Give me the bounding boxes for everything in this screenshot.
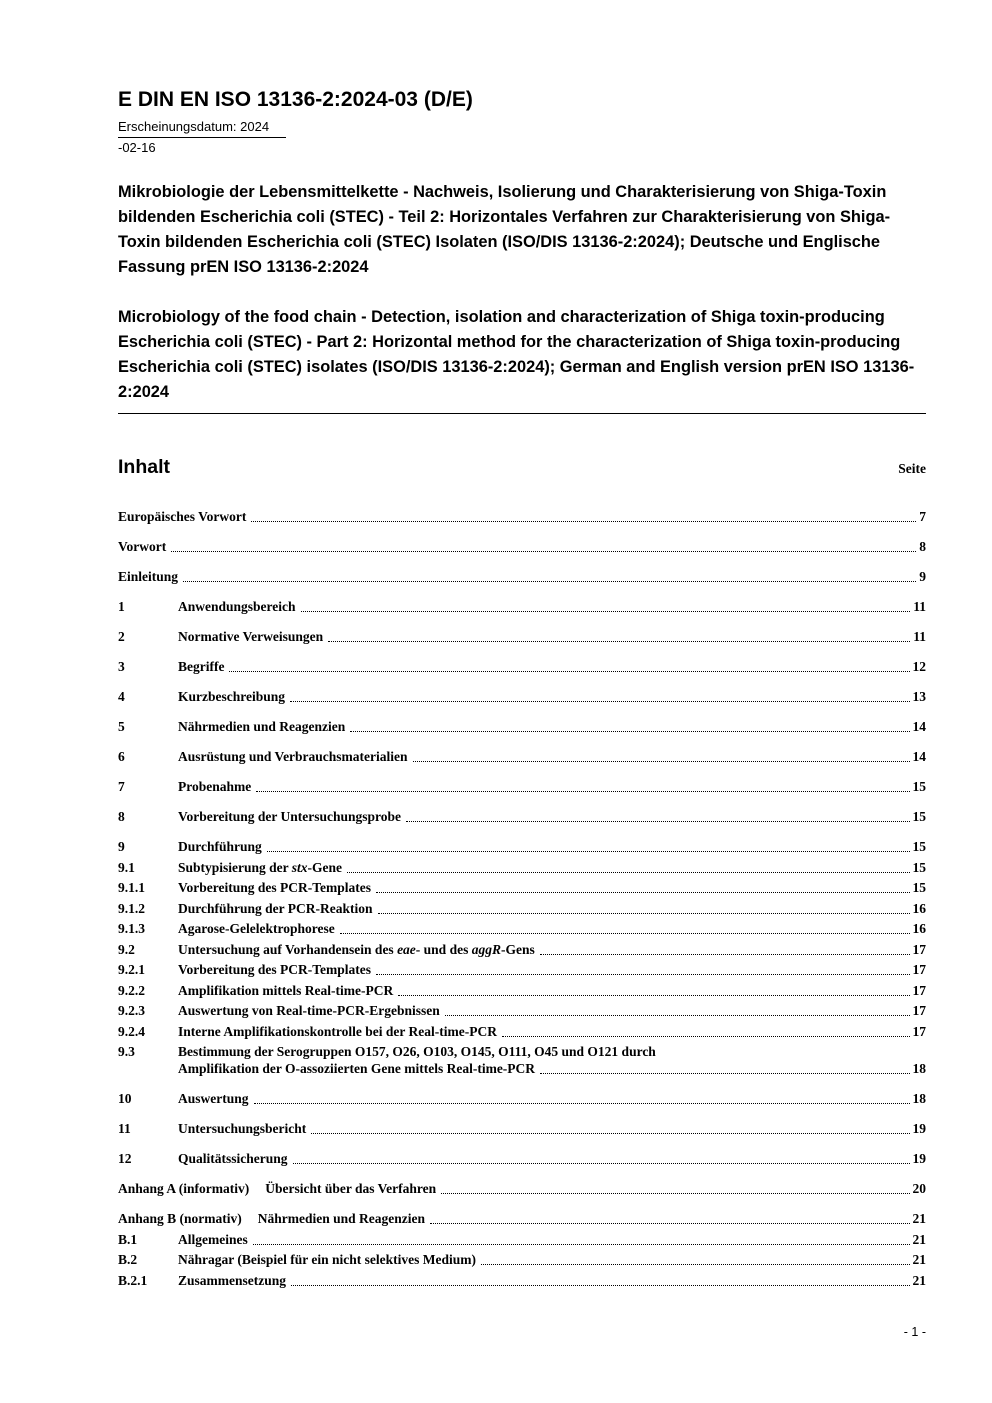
toc-entry-number: 9.1.3 bbox=[118, 921, 145, 936]
toc-entry-number: 9.1 bbox=[118, 859, 135, 875]
toc-entry bbox=[118, 1210, 926, 1227]
toc-entry-line bbox=[178, 1023, 926, 1040]
toc-entry bbox=[118, 961, 926, 978]
toc-entry bbox=[118, 920, 926, 937]
toc-entry-label: Begriffe bbox=[178, 659, 225, 674]
toc-entry-body bbox=[118, 568, 926, 585]
toc-leader-dots bbox=[293, 1163, 910, 1164]
toc-entry-label: Vorbereitung des PCR-Templates bbox=[178, 880, 372, 895]
toc-entry-label: Untersuchung auf Vorhandensein des eae- und des aggR-Gens bbox=[178, 941, 535, 957]
table-of-contents bbox=[118, 508, 926, 1289]
toc-entry-body bbox=[178, 1120, 926, 1137]
toc-entry-body bbox=[178, 1150, 926, 1167]
toc-entry-line bbox=[178, 808, 926, 825]
toc-entry-number: 9.2.1 bbox=[118, 962, 145, 977]
toc-entry-label: Qualitätssicherung bbox=[178, 1151, 288, 1166]
toc-entry-body bbox=[178, 1090, 926, 1107]
toc-page-number: 15 bbox=[912, 839, 926, 854]
toc-page-number: 11 bbox=[913, 629, 926, 644]
toc-entry bbox=[118, 982, 926, 999]
toc-entry-line bbox=[178, 900, 926, 917]
toc-entry-label: Vorbereitung des PCR-Templates bbox=[178, 962, 372, 977]
toc-entry-label: Durchführung der PCR-Reaktion bbox=[178, 900, 373, 916]
toc-entry-label: Vorbereitung der Untersuchungsprobe bbox=[178, 809, 402, 824]
toc-leader-dots bbox=[311, 1133, 909, 1134]
title-rule bbox=[118, 413, 926, 414]
toc-entry bbox=[118, 1002, 926, 1019]
toc-page-number: 14 bbox=[912, 719, 926, 734]
toc-entry-number: 5 bbox=[118, 719, 125, 734]
toc-entry-body bbox=[178, 808, 926, 825]
toc-entry-label: Auswertung von Real-time-PCR-Ergebnissen bbox=[178, 1003, 440, 1018]
toc-leader-dots bbox=[481, 1264, 910, 1265]
toc-page-number: 20 bbox=[912, 1181, 926, 1196]
toc-entry bbox=[118, 628, 926, 645]
toc-entry bbox=[118, 859, 926, 876]
toc-entry bbox=[118, 538, 926, 555]
toc-entry-label: Subtypisierung der stx-Gene bbox=[178, 859, 343, 875]
toc-entry bbox=[118, 568, 926, 585]
toc-entry-number: 8 bbox=[118, 809, 125, 824]
toc-entries bbox=[118, 508, 926, 1289]
toc-entry-line bbox=[178, 748, 926, 765]
toc-entry bbox=[118, 1120, 926, 1137]
toc-page-number: 15 bbox=[912, 859, 926, 875]
toc-entry-body bbox=[178, 879, 926, 896]
toc-leader-dots bbox=[540, 954, 910, 955]
toc-entry-body bbox=[178, 920, 926, 937]
toc-entry bbox=[118, 1272, 926, 1289]
toc-header bbox=[118, 456, 926, 479]
toc-entry-body bbox=[178, 658, 926, 675]
toc-entry bbox=[118, 879, 926, 896]
toc-entry-label: Probenahme bbox=[178, 779, 252, 794]
toc-entry-line bbox=[258, 1210, 926, 1227]
toc-page-number: 17 bbox=[912, 941, 926, 957]
toc-entry-label: Normative Verweisungen bbox=[178, 629, 324, 644]
toc-entry-label: Bestimmung der Serogruppen O157, O26, O103, O145, O111, O45 und O121 durch bbox=[178, 1044, 656, 1059]
toc-entry bbox=[118, 1150, 926, 1167]
toc-entry-body bbox=[178, 1043, 926, 1077]
toc-page-number: 14 bbox=[912, 749, 926, 764]
toc-entry-label: Kurzbeschreibung bbox=[178, 689, 286, 704]
toc-leader-dots bbox=[267, 851, 910, 852]
toc-entry-body bbox=[178, 982, 926, 999]
toc-leader-dots bbox=[441, 1193, 909, 1194]
toc-entry-line bbox=[178, 1002, 926, 1019]
toc-page-number: 21 bbox=[912, 1252, 926, 1267]
title-german: Mikrobiologie der Lebensmittelkette - Nachweis, Isolierung und Charakterisierung von Shiga-Toxin bildenden Escherichia coli (STEC) - Teil 2: Horizontales Verfahren zur Charakterisierung von Shiga-Toxin bildenden Escherichia coli (STEC) Isolaten (ISO/DIS 13136-2:2024); Deutsche und Englische Fassung prEN ISO 13136-2:2024 bbox=[118, 183, 891, 276]
toc-page-number: 7 bbox=[919, 509, 926, 524]
toc-entry-line bbox=[265, 1180, 926, 1197]
toc-page-number: 18 bbox=[912, 1061, 926, 1076]
toc-entry-number: 9.1.1 bbox=[118, 880, 145, 895]
toc-entry-label: Untersuchungsbericht bbox=[178, 1121, 307, 1136]
toc-entry bbox=[118, 1231, 926, 1248]
toc-entry-label: Einleitung bbox=[118, 569, 179, 584]
toc-entry-body bbox=[178, 1231, 926, 1248]
page-content bbox=[118, 88, 926, 1289]
toc-page-number: 17 bbox=[912, 1003, 926, 1018]
toc-entry-number: B.2.1 bbox=[118, 1272, 148, 1288]
toc-entry-label: Nährmedien und Reagenzien bbox=[257, 1211, 426, 1226]
toc-entry-number: B.2 bbox=[118, 1252, 138, 1267]
toc-page-number: 17 bbox=[912, 1023, 926, 1039]
toc-entry-label: Zusammensetzung bbox=[178, 1272, 287, 1288]
toc-entry-number: 9.3 bbox=[118, 1044, 135, 1059]
toc-entry bbox=[118, 778, 926, 795]
toc-entry-line bbox=[178, 718, 926, 735]
toc-entry-body bbox=[178, 1002, 926, 1019]
toc-leader-dots bbox=[445, 1015, 910, 1016]
toc-entry-line bbox=[118, 508, 926, 525]
toc-page-number: 16 bbox=[912, 921, 926, 936]
toc-leader-dots bbox=[256, 791, 909, 792]
toc-entry-body bbox=[178, 1272, 926, 1289]
toc-page-number: 21 bbox=[912, 1211, 926, 1226]
toc-leader-dots bbox=[229, 671, 909, 672]
toc-entry-line bbox=[178, 982, 926, 999]
toc-leader-dots bbox=[301, 611, 911, 612]
toc-entry-label: Vorwort bbox=[118, 539, 167, 554]
toc-heading: Inhalt bbox=[118, 456, 170, 478]
toc-leader-dots bbox=[253, 1244, 910, 1245]
toc-entry-body bbox=[118, 508, 926, 525]
document-number: E DIN EN ISO 13136-2:2024-03 (D/E) bbox=[118, 88, 473, 111]
toc-leader-dots bbox=[376, 892, 909, 893]
toc-entry-number: 11 bbox=[118, 1121, 131, 1136]
toc-entry-number: 4 bbox=[118, 689, 125, 704]
toc-entry bbox=[118, 838, 926, 855]
toc-entry-number: Anhang A (informativ) bbox=[118, 1181, 250, 1196]
toc-entry-number: 12 bbox=[118, 1151, 132, 1166]
toc-entry-line bbox=[178, 1272, 926, 1289]
toc-entry-number: Anhang B (normativ) bbox=[118, 1211, 242, 1226]
toc-page-number: 21 bbox=[912, 1231, 926, 1247]
toc-leader-dots bbox=[340, 933, 910, 934]
page-number-footer: - 1 - bbox=[903, 1325, 926, 1339]
toc-page-number: 16 bbox=[912, 900, 926, 916]
toc-page-number: 17 bbox=[912, 982, 926, 998]
toc-leader-dots bbox=[328, 641, 910, 642]
toc-page-number: 17 bbox=[912, 962, 926, 977]
toc-entry-body bbox=[178, 778, 926, 795]
toc-entry-body bbox=[118, 538, 926, 555]
toc-entry-body bbox=[178, 859, 926, 876]
toc-leader-dots bbox=[254, 1103, 910, 1104]
toc-entry-line bbox=[178, 688, 926, 705]
toc-page-number: 19 bbox=[912, 1121, 926, 1136]
toc-page-number: 15 bbox=[912, 809, 926, 824]
toc-leader-dots bbox=[406, 821, 909, 822]
toc-entry-line bbox=[178, 598, 926, 615]
toc-entry-line bbox=[178, 1090, 926, 1107]
toc-entry-number: 7 bbox=[118, 779, 125, 794]
toc-entry-line bbox=[178, 920, 926, 937]
toc-entry bbox=[118, 808, 926, 825]
title-english: Microbiology of the food chain - Detection, isolation and characterization of Shiga toxin-producing Escherichia coli (STEC) - Part 2: Horizontal method for the characterization of Shiga toxin-producing Escherichia coli (STEC) isolates (ISO/DIS 13136-2:2024); German and English version prEN ISO 13136-2:2024 bbox=[118, 308, 915, 401]
toc-leader-dots bbox=[376, 974, 909, 975]
toc-leader-dots bbox=[413, 761, 910, 762]
toc-page-number: 19 bbox=[912, 1151, 926, 1166]
toc-entry-body bbox=[178, 718, 926, 735]
toc-leader-dots bbox=[502, 1036, 910, 1037]
toc-entry-label: Nährmedien und Reagenzien bbox=[178, 719, 346, 734]
toc-entry bbox=[118, 658, 926, 675]
toc-entry-label: Auswertung bbox=[178, 1091, 249, 1106]
toc-page-number: 21 bbox=[912, 1272, 926, 1288]
toc-entry-line bbox=[178, 838, 926, 855]
toc-entry-body bbox=[258, 1210, 926, 1227]
toc-entry-number: B.1 bbox=[118, 1231, 138, 1247]
toc-leader-dots bbox=[350, 731, 909, 732]
toc-entry-number: 9 bbox=[118, 839, 125, 854]
toc-entry bbox=[118, 598, 926, 615]
toc-entry bbox=[118, 1090, 926, 1107]
toc-entry-line bbox=[178, 941, 926, 958]
toc-leader-dots bbox=[291, 1285, 909, 1286]
toc-entry-line bbox=[118, 568, 926, 585]
toc-leader-dots bbox=[347, 872, 909, 873]
toc-leader-dots bbox=[378, 913, 910, 914]
toc-entry-label: Übersicht über das Verfahren bbox=[265, 1181, 437, 1196]
toc-entry-label-continued: Amplifikation der O-assoziierten Gene mittels Real-time-PCR bbox=[178, 1061, 536, 1076]
toc-entry bbox=[118, 1180, 926, 1197]
toc-entry bbox=[118, 748, 926, 765]
toc-entry-label: Nähragar (Beispiel für ein nicht selektives Medium) bbox=[178, 1252, 476, 1267]
toc-entry-label: Agarose-Gelelektrophorese bbox=[178, 921, 335, 936]
toc-entry-body bbox=[178, 748, 926, 765]
toc-entry-line bbox=[178, 628, 926, 645]
toc-entry-body bbox=[178, 941, 926, 958]
toc-leader-dots bbox=[171, 551, 916, 552]
toc-entry-number: 10 bbox=[118, 1091, 132, 1106]
toc-page-number: 8 bbox=[919, 539, 926, 554]
toc-entry-number: 2 bbox=[118, 629, 125, 644]
toc-page-number: 9 bbox=[919, 569, 926, 584]
toc-page-number: 15 bbox=[912, 779, 926, 794]
publication-date-label: Erscheinungsdatum: 2024 bbox=[118, 119, 270, 134]
toc-entry-line bbox=[178, 961, 926, 978]
toc-entry-body bbox=[178, 628, 926, 645]
toc-entry-number: 9.2.2 bbox=[118, 982, 145, 998]
toc-page-column-label: Seite bbox=[898, 461, 926, 476]
toc-entry-label: Allgemeines bbox=[178, 1231, 248, 1247]
toc-entry bbox=[118, 688, 926, 705]
toc-entry bbox=[118, 900, 926, 917]
toc-entry-label: Anwendungsbereich bbox=[178, 599, 296, 614]
toc-entry-line bbox=[178, 778, 926, 795]
publication-date-continuation: -02-16 bbox=[118, 140, 156, 155]
toc-entry-label: Durchführung bbox=[178, 839, 262, 854]
toc-leader-dots bbox=[251, 521, 916, 522]
toc-entry bbox=[118, 1023, 926, 1040]
toc-entry-line bbox=[178, 1251, 926, 1268]
toc-entry-body bbox=[178, 1251, 926, 1268]
toc-page-number: 18 bbox=[912, 1091, 926, 1106]
toc-entry bbox=[118, 508, 926, 525]
toc-leader-dots bbox=[290, 701, 909, 702]
toc-entry-line bbox=[178, 859, 926, 876]
toc-entry bbox=[118, 1251, 926, 1268]
toc-entry-number: 3 bbox=[118, 659, 125, 674]
toc-entry-line bbox=[118, 538, 926, 555]
toc-entry-label: Interne Amplifikationskontrolle bei der Real-time-PCR bbox=[178, 1023, 497, 1039]
toc-entry-line bbox=[178, 879, 926, 896]
header-rule bbox=[118, 137, 286, 138]
toc-leader-dots bbox=[183, 581, 916, 582]
toc-entry-label: Europäisches Vorwort bbox=[118, 509, 247, 524]
toc-entry-body bbox=[178, 1023, 926, 1040]
toc-leader-dots bbox=[398, 995, 909, 996]
toc-entry-number: 9.2.3 bbox=[118, 1003, 145, 1018]
toc-entry-label: Amplifikation mittels Real-time-PCR bbox=[178, 982, 394, 998]
toc-entry-lastline bbox=[178, 1060, 926, 1077]
toc-entry bbox=[118, 941, 926, 958]
toc-entry-body bbox=[178, 838, 926, 855]
toc-entry-number: 9.2 bbox=[118, 941, 135, 957]
toc-page-number: 12 bbox=[912, 659, 926, 674]
toc-page-number: 15 bbox=[912, 880, 926, 895]
toc-entry-label: Ausrüstung und Verbrauchsmaterialien bbox=[178, 749, 408, 764]
toc-entry-body bbox=[178, 688, 926, 705]
toc-entry-line bbox=[178, 658, 926, 675]
toc-entry-body bbox=[265, 1180, 926, 1197]
toc-entry-line bbox=[178, 1150, 926, 1167]
toc-entry-number: 6 bbox=[118, 749, 125, 764]
toc-entry-number: 9.2.4 bbox=[118, 1023, 145, 1039]
toc-entry-number: 1 bbox=[118, 599, 125, 614]
toc-entry bbox=[118, 718, 926, 735]
toc-entry-body bbox=[178, 900, 926, 917]
toc-entry-body bbox=[178, 598, 926, 615]
toc-entry-line bbox=[178, 1120, 926, 1137]
toc-entry-line bbox=[178, 1231, 926, 1248]
toc-page-number: 13 bbox=[912, 689, 926, 704]
toc-entry-number: 9.1.2 bbox=[118, 900, 145, 916]
toc-leader-dots bbox=[540, 1073, 909, 1074]
toc-entry bbox=[118, 1043, 926, 1077]
toc-entry-body bbox=[178, 961, 926, 978]
toc-page-number: 11 bbox=[913, 599, 926, 614]
toc-leader-dots bbox=[430, 1223, 909, 1224]
